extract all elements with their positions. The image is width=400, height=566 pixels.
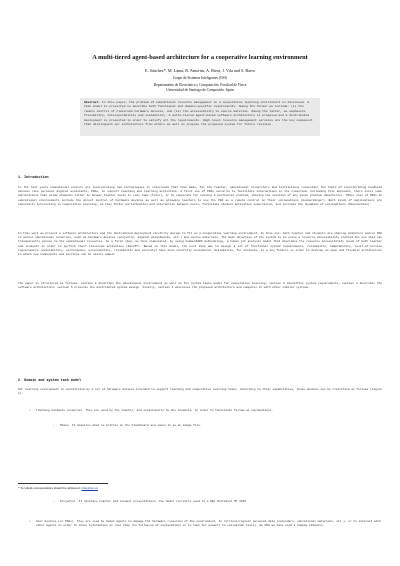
section-heading-introduction: 1. Introduction: [18, 176, 49, 180]
intro-paragraph-2: In this work we present a software architecture and the distributed deployment carefully design to fit on a cooperative learning environment. In this one, both teacher and students are sharing computers and/or PDA to access educational resources, such as hardware devices (projector, digital whiteboards, etc.) and course materials. The main objective of the system is to solve a resource accessibility problem the one that can transparently access to the educational resources. As a first step, we have elaborated, by using CommonKADS methodology, a human job analysis model that describes the resource accessibility needs of both teacher and students in order to perform their classroom activities (Zanoff). Based on this model, the next step was to design a set of functional system requirements, reliability, adaptability, level-of-service requirements (availability, performance, extensibility, reliability and security) have been carefully considered. Scalability, for instance, is a key feature in order to develop an open and flexible architecture in which new components and services can be easily added.: [18, 232, 382, 257]
bullet-mimio: [53, 424, 382, 429]
bullet-dot-icon: •: [29, 409, 31, 412]
bullet-dash-icon: –: [53, 424, 55, 427]
paper-title: A multi-tiered agent-based architecture for a cooperative learning environment: [92, 54, 308, 61]
section-heading-domain-task-model: 2. Domain and system task model: [18, 379, 82, 383]
bullet-text: User devices (or PDAs). They are used by human agents to manage the hardware resources of the environment, to retrieve/request personal data (calendars, educational materials, etc.), or to interact with other agents in order to share information in real time (to follow-up of explanations or to look for answers to evaluation tests). We PDA we have used a Compaq iPaq4xxx.: [36, 520, 381, 528]
footnote-rule: [18, 483, 108, 484]
affiliation-department: Departamento de Electrónica y Computación. Facultad de Física: [153, 83, 247, 87]
bullet-text: Teaching hardware resources. They are used by the teacher, and occasionally by the students, in order to facilitate follow-up explanations.: [36, 409, 274, 412]
bullet-dot-icon: •: [29, 520, 31, 523]
abstract-text: In this paper, the problem of educational resource management in a cooperative learning environment is discussed. A task model is presented to describe both functional and domain-specific requirements. Among the former we include: (i) the remote control of classroom hardware devices, and (ii) the accessibility to course material. Among the latter, we emphasize flexibility, interoperability and scalability. A multi-tiered agent-based software architecture is proposed and a distributed deployment is presented in order to satisfy all the requirements. High-level resource management services are the key component that distinguish our architecture from others as well as propose the proposed system for future revision.: [84, 101, 313, 127]
bullet-projector: [53, 500, 382, 509]
intro-paragraph-1: In the last years educational centers are incorporating new technologies in classrooms that have made, for the teacher, educational researchers and institutions reconsider the topic of incorporating handheld devices like personal digital assistants, PDAs, to support teaching and learning activities. A first use of PDAs could be to facilitate interactions in the classroom. Following this approach, there exist some applications that allow students either to answer teacher tests in real time (Tutor), or to cooperate for solving a particular problem, sharing the solution of any given problem (Roschelle). Other uses of PDAs in educational environments include the direct control of hardware devices as well as allowing teachers to use the PDA as a remote control in their explanations (Heimerdinger). Both kinds of applications are especially interesting in cooperative learning, as they foster participation and interaction between peers, facilitate student activities supervision, and increase the dynamism of explanations (Rosenschein).: [18, 186, 382, 206]
bullet-user-devices: [29, 520, 382, 542]
bullet-teaching-resources: [29, 409, 382, 418]
affiliation-university: Universidad de Santiago de Compostela. Spain: [166, 88, 234, 92]
abstract-label: Abstract.: [84, 101, 101, 104]
footnote: [18, 486, 98, 490]
author-list: E. Sánchez*, M. Lama, R. Amorim, A. Riera, J. Vila and S. Barro: [145, 68, 255, 73]
footnote-email-link[interactable]: elias@usc.es: [81, 486, 98, 490]
affiliation-group: Grupo de Sistemas Inteligentes (GSI): [173, 76, 227, 80]
intro-paragraph-3: The paper is structured as follows: section 2 describes the educational environment as well as the system tasks model for cooperative learning; section 3 identifies system requirements; section 4 describes the software architecture; section 5 presents the distributed system design. Finally, section 6 discusses the proposed architecture and compares it with other similar systems.: [18, 282, 382, 290]
bullet-dash-icon: –: [53, 500, 55, 503]
footnote-text: * To whom correspondence should be addressed:: [18, 486, 81, 490]
task-model-intro: Our learning environment is constituted by a set of hardware devices intended to support teaching and cooperative learning tasks. According to their capabilities, those devices can be classified as follows (Figure 1):: [18, 388, 382, 396]
abstract-box: [80, 98, 320, 136]
bullet-text: Mimio. It acquires what is written on the blackboard and saves it as an image file.: [60, 424, 202, 427]
bullet-text: Projector. It displays teacher and student presentations. The model currently used is a NEC MultiSync MT 1035.: [60, 500, 248, 503]
